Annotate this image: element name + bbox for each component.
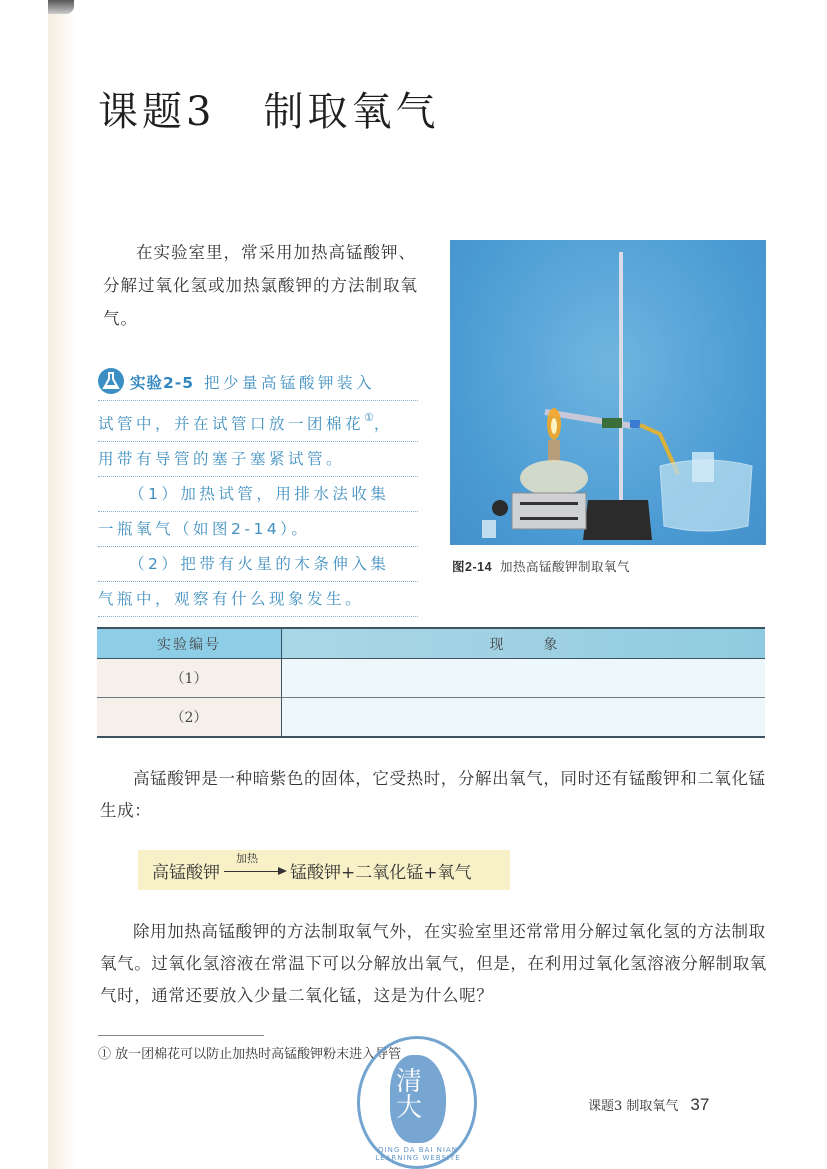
experiment-label: 实验2-5 <box>130 374 195 392</box>
observation-table <box>97 627 765 738</box>
stand-rod <box>619 252 623 502</box>
body-paragraph-2 <box>100 763 768 827</box>
experiment-line-3: 用带有导管的塞子塞紧试管。 <box>98 442 418 477</box>
page-title <box>98 80 439 137</box>
figure-caption-text: 加热高锰酸钾制取氧气 <box>500 559 631 574</box>
figure-number: 图2-14 <box>452 560 493 574</box>
experiment-step-2-cont: 气瓶中，观察有什么现象发生。 <box>98 582 418 617</box>
spine-shadow <box>48 0 76 1169</box>
running-title: 课题3 制取氧气 <box>588 1099 679 1114</box>
paragraph-text: 除用加热高锰酸钾的方法制取氧气外，在实验室里还常常用分解过氧化氢的方法制取氧气。过氧化氢溶液在常温下可以分解放出氧气，但是，在利用过氧化氢溶液分解制取氧气时，通常还要放入少量二氧化锰，这是为什么呢？ <box>100 922 767 1005</box>
experiment-step-2: （2）把带有火星的木条伸入集 <box>98 547 418 582</box>
intro-text: 在实验室里，常采用加热高锰酸钾、分解过氧化氢或加热氯酸钾的方法制取氧气。 <box>103 243 418 328</box>
experiment-id-cell: （2） <box>97 698 282 738</box>
equation-products: 锰酸钾+二氧化锰+氧气 <box>290 862 472 883</box>
table-row <box>97 698 765 738</box>
experiment-id-cell: （1） <box>97 659 282 698</box>
intro-paragraph <box>103 236 419 335</box>
page-margin <box>0 0 48 1169</box>
lesson-number: 课题3 <box>98 89 216 135</box>
reaction-condition: 加热 <box>236 852 258 865</box>
experiment-step-1: （1）加热试管，用排水法收集 <box>98 477 418 512</box>
column-header-experiment-id: 实验编号 <box>97 628 282 659</box>
watermark-english: QING DA BAI NIAN LEARNING WEBSITE <box>375 1146 461 1162</box>
flask-icon <box>98 368 124 394</box>
footnote-divider <box>98 1035 264 1036</box>
page-number: 37 <box>690 1095 710 1114</box>
column-header-phenomenon: 现象 <box>282 628 766 659</box>
paragraph-text: 高锰酸钾是一种暗紫色的固体，它受热时，分解出氧气，同时还有锰酸钾和二氧化锰生成： <box>100 769 766 820</box>
reaction-arrow-icon <box>224 852 288 880</box>
lesson-topic: 制取氧气 <box>263 89 440 135</box>
experiment-line-1 <box>98 366 418 401</box>
experiment-step-1-cont: 一瓶氧气（如图2-14）。 <box>98 512 418 547</box>
figure-photo <box>450 240 766 545</box>
phenomenon-cell[interactable] <box>282 659 766 698</box>
apparatus-illustration <box>450 240 766 545</box>
footnote: ① 放一团棉花可以防止加热时高锰酸钾粉末进入导管 <box>98 1047 402 1062</box>
word-equation <box>138 850 510 890</box>
phenomenon-cell[interactable] <box>282 698 766 738</box>
watermark-seal <box>357 1036 477 1169</box>
binding-corner <box>48 0 74 14</box>
page-footer <box>588 1095 709 1115</box>
experiment-box <box>98 366 418 617</box>
footnote-marker: ① <box>364 411 374 424</box>
figure-caption <box>452 557 630 575</box>
table-header-row <box>97 628 765 659</box>
body-paragraph-3 <box>100 916 768 1012</box>
experiment-text: 试管中，并在试管口放一团棉花 <box>98 415 365 433</box>
table-row <box>97 659 765 698</box>
equation-reactant: 高锰酸钾 <box>152 862 220 883</box>
experiment-text: 把少量高锰酸钾装入 <box>204 374 376 392</box>
experiment-line-2: 试管中，并在试管口放一团棉花①， <box>98 401 418 442</box>
seal-text: 清大 <box>396 1067 423 1123</box>
